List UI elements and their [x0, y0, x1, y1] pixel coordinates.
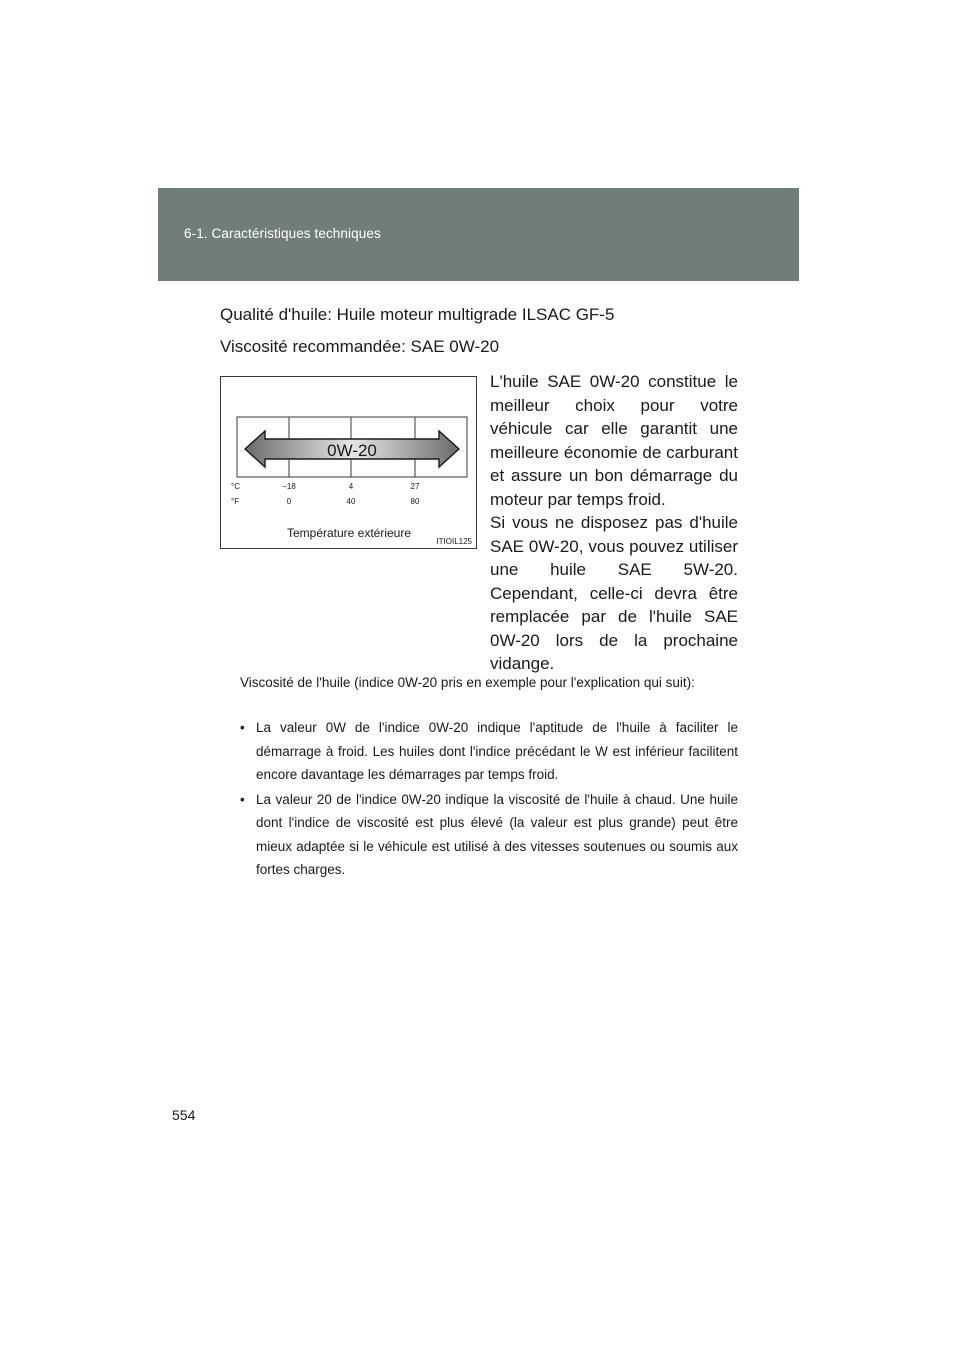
- bullet-icon: •: [240, 720, 245, 735]
- fahrenheit-tick: 40: [346, 497, 356, 506]
- celsius-tick: −18: [282, 482, 296, 491]
- viscosity-temperature-figure: [220, 376, 477, 549]
- fahrenheit-tick: 0: [286, 497, 292, 506]
- section-title: 6-1. Caractéristiques techniques: [184, 226, 381, 241]
- oil-quality-line: Qualité d'huile: Huile moteur multigrade ILSAC GF-5: [220, 305, 615, 324]
- side-paragraph: L'huile SAE 0W-20 constitue le meilleur choix pour votre véhicule car elle garantit une meilleure économie de carburant et assure un bon démarrage du moteur par temps froid.: [490, 372, 738, 509]
- viscosity-line: Viscosité recommandée: SAE 0W-20: [220, 337, 500, 356]
- list-item-text: La valeur 0W de l'indice 0W-20 indique l'aptitude de l'huile à faciliter le démarrage à froid. Les huiles dont l'indice précédant le W est inférieur facilitent encore davantage les démarrages par temps froid.: [256, 720, 738, 782]
- list-item: [240, 716, 738, 787]
- figure-code: ITIOIL125: [436, 537, 472, 546]
- list-item-text: La valeur 20 de l'indice 0W-20 indique la viscosité de l'huile à chaud. Une huile dont l'indice de viscosité est plus élevé (la valeur est plus grande) peut être mieux adaptée si le véhicule est utilisé à des vitesses soutenues ou soumis aux fortes charges.: [256, 791, 738, 877]
- viscosity-note: Viscosité de l'huile (indice 0W-20 pris en exemple pour l'explication qui suit):: [240, 675, 695, 690]
- fahrenheit-unit: °F: [231, 497, 240, 506]
- viscosity-diagram: [221, 377, 478, 550]
- celsius-unit: °C: [231, 482, 240, 491]
- page-number: 554: [172, 1107, 196, 1123]
- section-header-band: [158, 188, 799, 281]
- fahrenheit-tick: 80: [410, 497, 420, 506]
- bullet-icon: •: [240, 791, 245, 807]
- list-item: [240, 788, 738, 882]
- side-paragraph: Si vous ne disposez pas d'huile SAE 0W-20, vous pouvez utiliser une huile SAE 5W-20. Cependant, celle-ci devra être remplacée par de l'huile SAE 0W-20 lors de la prochaine vidange.: [490, 513, 738, 673]
- figure-caption: Température extérieure: [286, 526, 412, 540]
- viscosity-explanation-list: [240, 716, 738, 883]
- band-label: 0W-20: [327, 441, 377, 460]
- celsius-tick: 4: [348, 482, 354, 491]
- celsius-tick: 27: [410, 482, 420, 491]
- oil-recommendation-text: [490, 370, 738, 676]
